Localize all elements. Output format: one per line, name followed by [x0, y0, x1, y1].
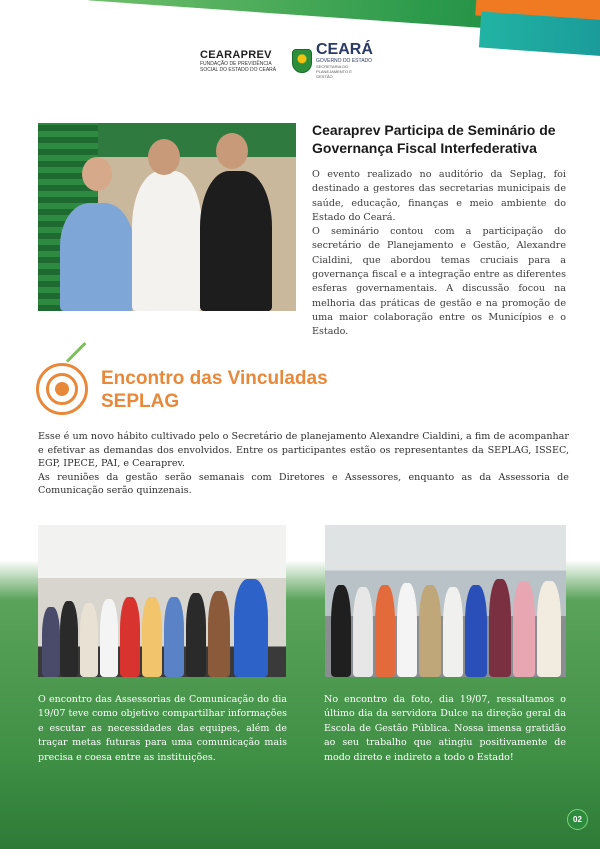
- ceara-logo-secretaria: SECRETARIA DO PLANEJAMENTO E GESTÃO: [316, 64, 352, 79]
- cearaprev-logo: [200, 49, 280, 73]
- article-paragraph: O evento realizado no auditório da Seplag, foi destinado a gestores das secretarias municipais de saúde, educação, finanças e meio ambiente do Estado do Ceará.: [312, 169, 566, 223]
- section-title-line2: SEPLAG: [101, 391, 180, 412]
- article-paragraph: O seminário contou com a participação do secretário de Planejamento e Gestão, Alexandre Cialdini, que abordou temas cruciais para a governança fiscal e a integração entre as diferentes esferas governamentais. A discussão focou na melhoria das práticas de gestão e na promoção de uma maior colaboração entre os Municípios e o Estado.: [312, 226, 566, 338]
- ceara-shield-icon: [292, 49, 312, 73]
- header-logos: [200, 42, 373, 79]
- page-number-badge: 02: [567, 809, 588, 830]
- caption-right: No encontro da foto, dia 19/07, ressaltamos o último dia da servidora Dulce na direção geral da Escola de Gestão Pública. Nossa imensa gratidão ao seu trabalho que atingiu positivamente de modo direto e indireto a todo o Estado!: [324, 694, 566, 763]
- ceara-government-logo: [292, 42, 373, 79]
- intro-paragraph: As reuniões da gestão serão semanais com Diretores e Assessores, enquanto as da Assessoria de Comunicação serão quinzenais.: [38, 471, 569, 497]
- communication-team-photo: [38, 525, 286, 677]
- cearaprev-logo-name: CEARAPREV: [200, 48, 272, 61]
- target-arrow-icon: [36, 363, 88, 415]
- farewell-photo: [325, 525, 566, 677]
- article-title: Cearaprev Participa de Seminário de Governança Fiscal Interfederativa: [312, 122, 556, 156]
- section-title: [101, 367, 401, 413]
- caption-left: O encontro das Assessorias de Comunicação do dia 19/07 teve como objetivo compartilhar informações e escutar as necessidades das equipes, além de traçar metas futuras para uma comunicação mais precisa e coesa entre as instituições.: [38, 694, 287, 763]
- seminar-photo: [38, 123, 296, 311]
- ceara-logo-subtitle: GOVERNO DO ESTADO: [316, 58, 373, 64]
- cearaprev-logo-subtitle: FUNDAÇÃO DE PREVIDÊNCIA SOCIAL DO ESTADO DO CEARÁ: [200, 60, 277, 73]
- article-body: [312, 168, 566, 340]
- section-intro: [38, 430, 569, 498]
- intro-paragraph: Esse é um novo hábito cultivado pelo o Secretário de planejamento Alexandre Cialdini, a fim de acompanhar e efetivar as demandas dos envolvidos. Entre os participantes estão os representantes da SEPLAG, ISSEC, EGP, IPECE, PAI, e Cearaprev.: [38, 431, 569, 470]
- section-title-line1: Encontro das Vinculadas: [101, 368, 328, 389]
- ceara-logo-name: CEARÁ: [316, 41, 373, 58]
